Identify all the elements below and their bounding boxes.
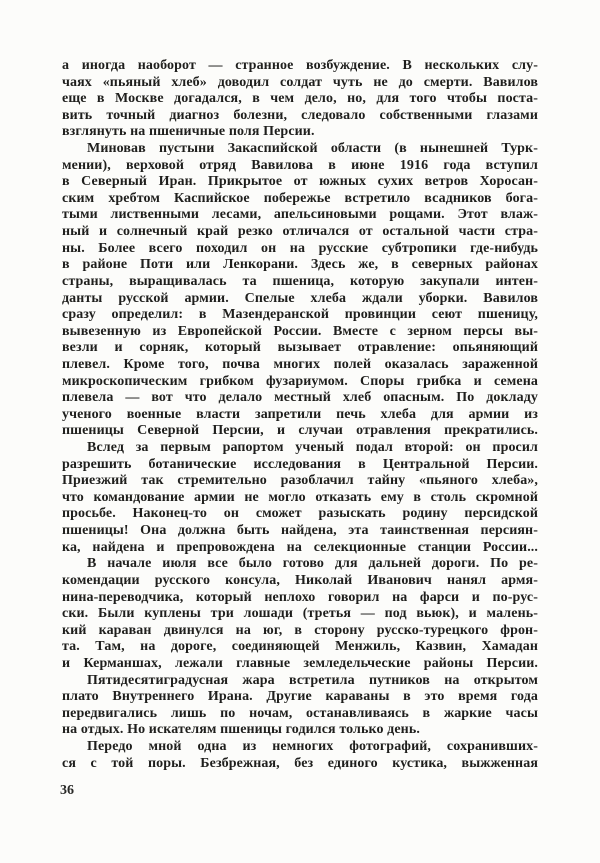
- text-line: вить точный диагноз болезни, следовало собственными глазами: [62, 107, 538, 123]
- text-line: ским хребтом Каспийское побережье встретило всадников бога-: [62, 190, 538, 206]
- text-line: в районе Поти или Ленкорани. Здесь же, в северных районах: [62, 257, 538, 273]
- text-line: Миновав пустыни Закаспийской области (в нынешней Турк-: [87, 141, 538, 157]
- text-line: что командование армии не могло отказать ему в столь скромной: [62, 489, 538, 505]
- text-line: в Северный Иран. Прикрытое от южных сухих ветров Хоросан-: [62, 174, 538, 190]
- text-line: на отдых. Но искателям пшеницы годился только день.: [62, 722, 420, 738]
- text-line: пшеницы! Она должна быть найдена, эта таинственная персиян-: [62, 523, 538, 539]
- text-line: Вслед за первым рапортом ученый подал второй: он просил: [87, 440, 538, 456]
- text-line: плевела — вот что делало местный хлеб опасным. По докладу: [62, 390, 538, 406]
- text-line: пшеницы Северной Персии, и случаи отравления прекратились.: [62, 423, 538, 439]
- text-line: а иногда наоборот — странное возбуждение. В нескольких слу-: [62, 58, 538, 73]
- paragraph: [62, 556, 538, 672]
- text-line: плато Внутреннего Ирана. Другие караваны в это время года: [62, 689, 538, 705]
- paragraph: [62, 58, 538, 141]
- body-text: [62, 58, 538, 772]
- paragraph: [62, 739, 538, 772]
- page-number: 36: [60, 783, 74, 798]
- text-line: микроскопическим грибком фузариумом. Споры грибка и семена: [62, 373, 538, 389]
- text-line: ны. Более всего походил он на русские субтропики где-нибудь: [62, 240, 538, 256]
- text-line: просьбе. Наконец-то он сможет разыскать родину персидской: [62, 506, 538, 522]
- text-line: взглянуть на пшеничные поля Персии.: [62, 124, 315, 140]
- text-line: плевел. Кроме того, почва многих полей оказалась зараженной: [62, 356, 538, 372]
- text-line: тыми лиственными лесами, апельсиновыми рощами. Этот влаж-: [62, 207, 538, 223]
- text-line: передвигались лишь по ночам, останавливаясь в жаркие часы: [62, 705, 538, 721]
- text-line: В начале июля все было готово для дальней дороги. По ре-: [87, 556, 538, 572]
- text-line: ски. Были куплены три лошади (третья — под вьюк), и малень-: [62, 606, 538, 622]
- text-line: ный и солнечный край резко отличался от остальной части стра-: [62, 224, 538, 240]
- text-line: и Керманшах, лежали главные земледельческие районы Персии.: [62, 655, 538, 671]
- text-line: Передо мной одна из немногих фотографий, сохранивших-: [87, 738, 538, 754]
- text-line: страны, выращивалась та пшеница, которую закупали интен-: [62, 273, 538, 289]
- text-line: разрешить ботанические исследования в Центральной Персии.: [62, 456, 538, 472]
- text-line: ученого военные власти запретили печь хлеба для армии из: [62, 406, 538, 422]
- paragraph: [62, 673, 538, 739]
- paragraph: [62, 141, 538, 440]
- text-line: комендации русского консула, Николай Иванович нанял армя-: [62, 572, 538, 588]
- paragraph: [62, 440, 538, 556]
- text-line: везли и сорняк, который вызывает отравление: опьяняющий: [62, 340, 538, 356]
- text-line: Пятидесятиградусная жара встретила путников на открытом: [87, 672, 538, 688]
- text-line: чаях «пьяный хлеб» доводил солдат чуть не до смерти. Вавилов: [62, 74, 538, 90]
- text-line: та. Там, на дороге, соединяющей Менжиль, Казвин, Хамадан: [62, 639, 538, 655]
- text-line: ся с той поры. Безбрежная, без единого кустика, выжженная: [62, 755, 538, 771]
- text-line: вывезенную из Европейской России. Вместе с зерном персы вы-: [62, 323, 538, 339]
- text-line: нина-переводчика, который неплохо говорил на фарси и по-рус-: [62, 589, 538, 605]
- text-line: кий караван двинулся на юг, в сторону русско-турецкого фрон-: [62, 622, 538, 638]
- text-line: еще в Москве догадался, в чем дело, но, для того чтобы поста-: [62, 91, 538, 107]
- text-line: данты русской армии. Спелые хлеба ждали уборки. Вавилов: [62, 290, 538, 306]
- text-line: сразу определил: в Мазендеранской провинции сеют пшеницу,: [62, 307, 538, 323]
- text-line: ка, найдена и препровождена на селекционные станции России...: [62, 539, 538, 555]
- text-line: мении), верховой отряд Вавилова в июне 1916 года вступил: [62, 157, 538, 173]
- text-line: Приезжий так стремительно разоблачил тайну «пьяного хлеба»,: [62, 473, 538, 489]
